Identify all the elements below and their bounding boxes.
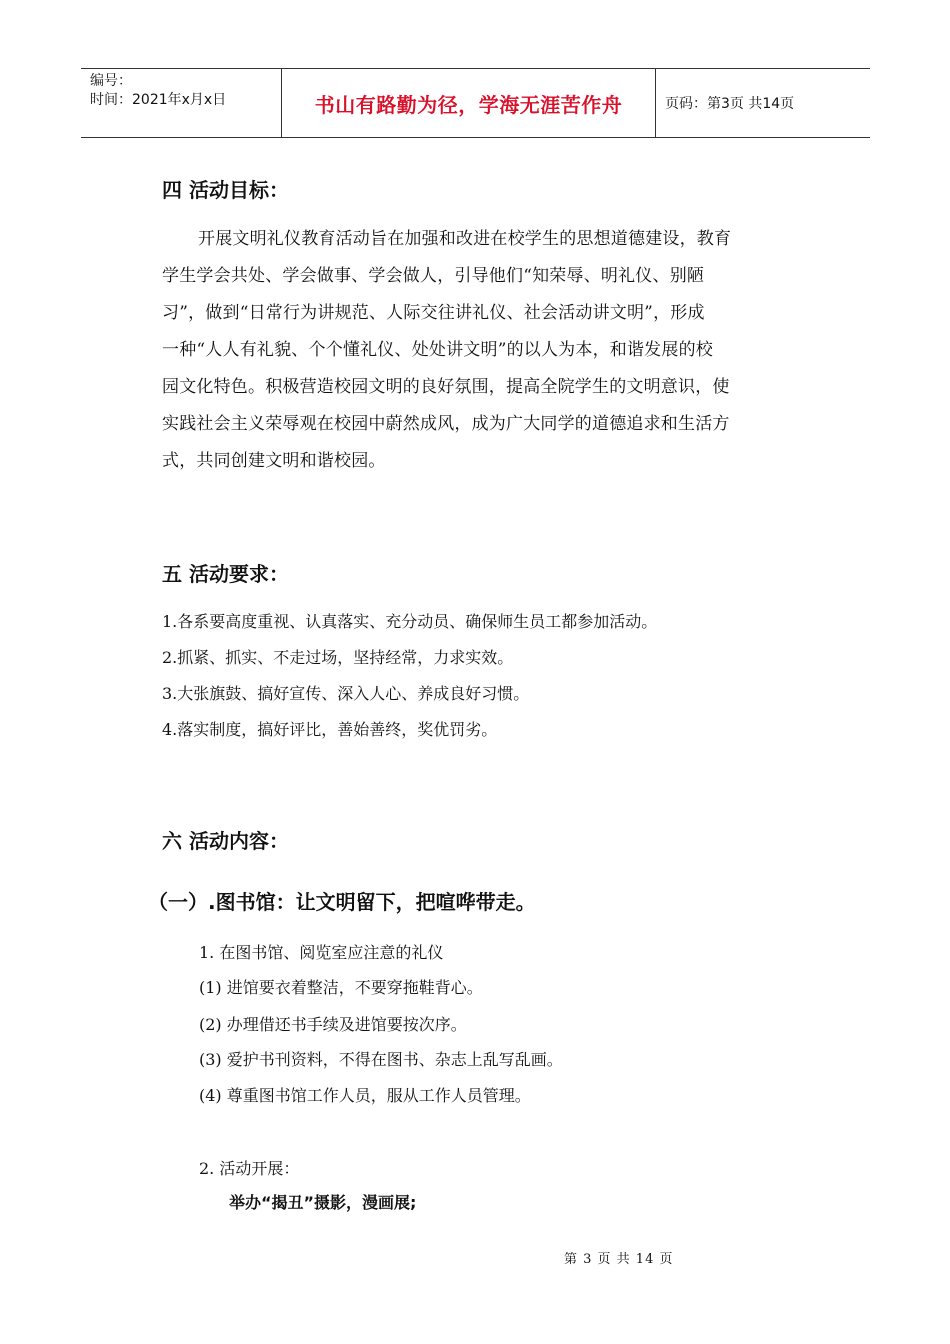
section4-line: 学生学会共处、学会做事、学会做人，引导他们“知荣辱、明礼仪、别陋 <box>162 266 705 286</box>
section6-subtitle: （一）.图书馆：让文明留下，把喧哗带走。 <box>148 890 536 914</box>
section4-line: 园文化特色。积极营造校园文明的良好氛围，提高全院学生的文明意识，使 <box>162 377 730 397</box>
section4-line: 实践社会主义荣辱观在校园中蔚然成风，成为广大同学的道德追求和生活方 <box>162 414 730 434</box>
header-meta <box>81 69 281 137</box>
rule-item: (4) 尊重图书馆工作人员，服从工作人员管理。 <box>199 1086 531 1105</box>
header-motto: 书山有路勤为径，学海无涯苦作舟 <box>281 69 656 137</box>
rule-item: (2) 办理借还书手续及进馆要按次序。 <box>199 1015 467 1034</box>
page-footer: 第 3 页 共 14 页 <box>564 1252 674 1267</box>
time-label: 时间：2021年x月x日 <box>90 92 227 108</box>
section4-title: 四 活动目标： <box>162 178 289 202</box>
header-page-info: 页码：第3页 共14页 <box>665 96 795 112</box>
document-header <box>81 68 870 138</box>
section6-title: 六 活动内容： <box>162 829 289 853</box>
requirement-item: 4.落实制度，搞好评比，善始善终，奖优罚劣。 <box>162 720 498 739</box>
section4-line: 式，共同创建文明和谐校园。 <box>162 451 386 471</box>
section4-line: 习”，做到“日常行为讲规范、人际交往讲礼仪、社会活动讲文明”，形成 <box>162 303 705 323</box>
point-heading: 1. 在图书馆、阅览室应注意的礼仪 <box>199 943 444 962</box>
number-label: 编号： <box>90 73 132 89</box>
requirement-item: 3.大张旗鼓、搞好宣传、深入人心、养成良好习惯。 <box>162 684 530 703</box>
rule-item: (3) 爱护书刊资料，不得在图书、杂志上乱写乱画。 <box>199 1050 563 1069</box>
requirement-item: 2.抓紧、抓实、不走过场，坚持经常，力求实效。 <box>162 648 514 667</box>
section4-line: 一种“人人有礼貌、个个懂礼仪、处处讲文明”的以人为本，和谐发展的校 <box>162 340 713 360</box>
activity-text: 举办“揭丑”摄影，漫画展; <box>229 1193 417 1212</box>
point-heading: 2. 活动开展： <box>199 1159 300 1178</box>
requirement-item: 1.各系要高度重视、认真落实、充分动员、确保师生员工都参加活动。 <box>162 612 658 631</box>
rule-item: (1) 进馆要衣着整洁，不要穿拖鞋背心。 <box>199 978 483 997</box>
section4-line: 开展文明礼仪教育活动旨在加强和改进在校学生的思想道德建设，教育 <box>198 229 732 249</box>
section5-title: 五 活动要求： <box>162 562 289 586</box>
